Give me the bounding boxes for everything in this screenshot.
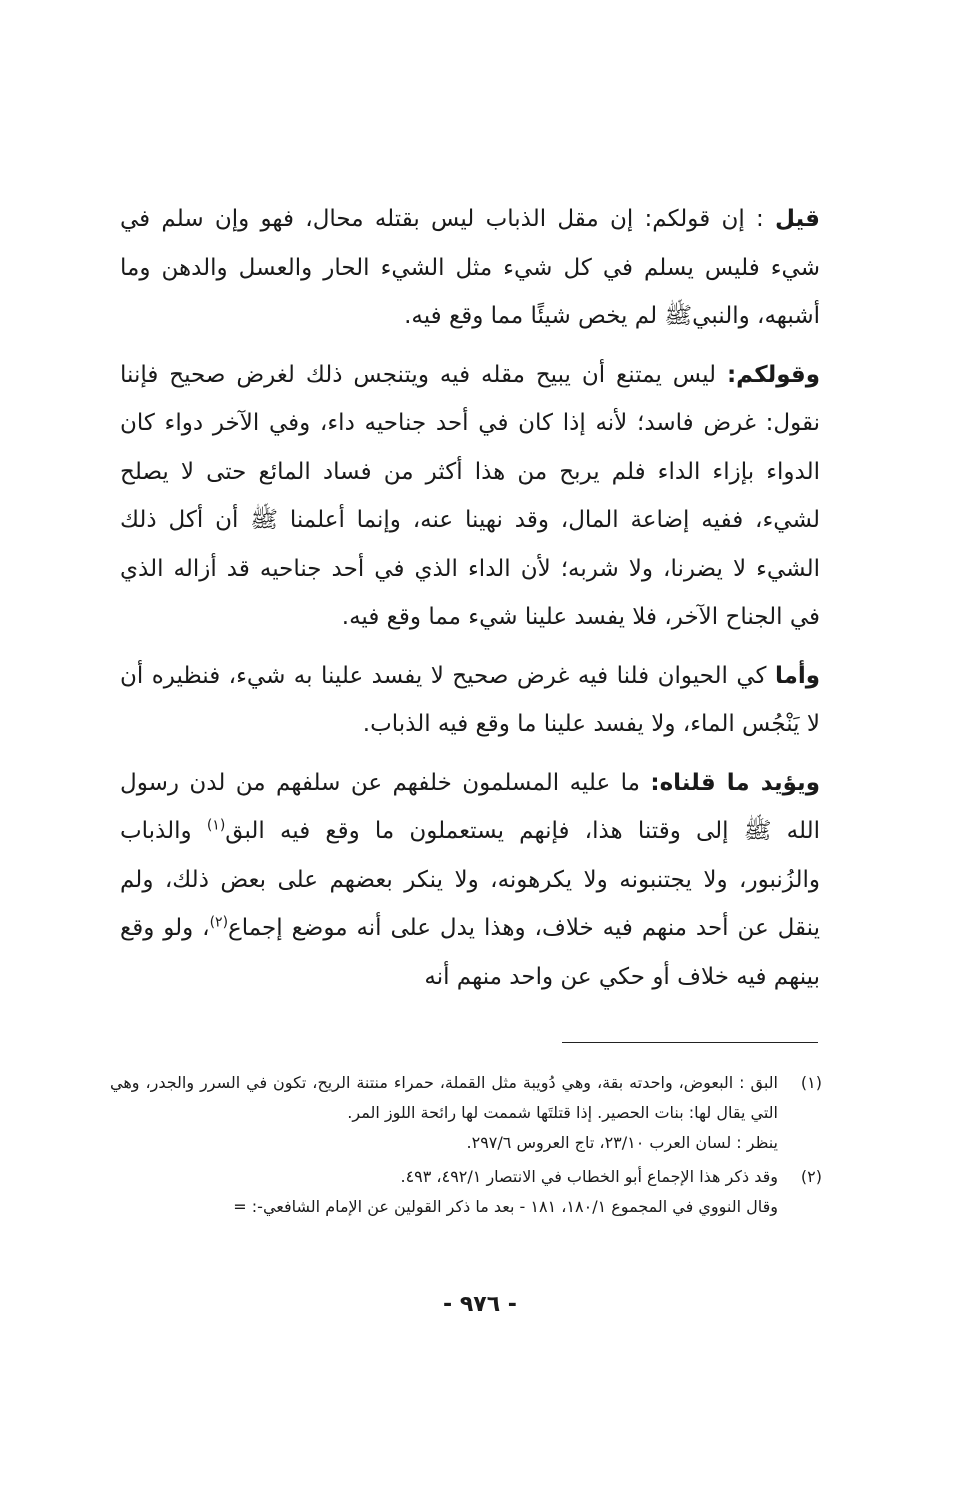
- paragraph-lead: ويؤيد ما قلناه:: [650, 769, 820, 796]
- footnote-ref-2[interactable]: (٢): [209, 914, 229, 931]
- paragraph-4: [120, 759, 820, 1002]
- paragraph-text: ما عليه المسلمون خلفهم عن سلفهم من لدن رسول الله ﷺ إلى وقتنا هذا، فإنهم يستعملون ما وقع فيه البق: [120, 769, 820, 844]
- paragraph-1: [120, 195, 820, 341]
- paragraph-text: ، ولو وقع بينهم فيه خلاف أو حكي عن واحد منهم أنه: [120, 915, 820, 990]
- paragraph-text: والذباب والزُنبور، ولا يجتنبونه ولا يكرهونه، ولا ينكر بعضهم على بعض ذلك، ولم ينقل عن أحد منهم فيه خلاف، وهذا يدل على أنه موضع إجماع: [120, 818, 820, 941]
- paragraph-3: [120, 652, 820, 749]
- footnote-1: [110, 1068, 822, 1158]
- main-text: [120, 195, 820, 1011]
- footnote-2: [110, 1162, 822, 1222]
- footnote-line: ينظر : لسان العرب ٢٣/١٠، تاج العروس ٢٩٧/٦.: [466, 1133, 778, 1152]
- footnote-ref-1[interactable]: (١): [206, 817, 226, 834]
- paragraph-text: كي الحيوان فلنا فيه غرض صحيح لا يفسد علينا به شيء، فنظيره أن لا يَنْجُس الماء، ولا يفسد علينا ما وقع فيه الذباب.: [120, 662, 820, 737]
- page-number: - ٩٧٦ -: [443, 1292, 517, 1317]
- paragraph-text: ليس يمتنع أن يبيح مقله فيه ويتنجس ذلك لغرض صحيح فإننا نقول: غرض فاسد؛ لأنه إذا كان في أحد جناحيه داء، وفي الآخر دواء كان الدواء بإزاء الداء فلم يربح من هذا أكثر من فساد المائع حتى لا يصلح لشيء، ففيه إضاعة المال، وقد نهينا عنه، وإنما أعلمنا ﷺ أن أكل ذلك الشيء لا يضرنا، ولا شربه؛ لأن الداء الذي في أحد جناحيه قد أزاله الذي في الجناح الآخر، فلا يفسد علينا شيء مما وقع فيه.: [120, 361, 820, 630]
- paragraph-lead: وأما: [774, 662, 820, 689]
- footnote-number: (١): [800, 1073, 822, 1092]
- paragraph-text: : إن قولكم: إن مقل الذباب ليس بقتله محال، فهو وإن سلم في شيء فليس يسلم في كل شيء مثل الشيء الحار والعسل والدهن وما أشبهه، والنبيﷺ لم يخص شيئًا مما وقع فيه.: [120, 206, 820, 329]
- paragraph-lead: وقولكم:: [726, 361, 820, 388]
- footnote-body: [110, 1068, 778, 1158]
- paragraph-lead: قيل: [775, 206, 820, 232]
- footnote-line: وقال النووي في المجموع ١٨٠/١، ١٨١ - بعد ما ذكر القولين عن الإمام الشافعي-: =: [233, 1197, 778, 1216]
- footnote-body: [110, 1162, 778, 1222]
- footnote-divider: [562, 1042, 818, 1043]
- footnote-number: (٢): [800, 1167, 822, 1186]
- footnotes: [110, 1068, 822, 1226]
- footnote-line: البق : البعوض، واحدته بقة، وهي دُويبة مثل القملة، حمراء منتنة الريح، تكون في السرر والجدر، وهي التي يقال لها: بنات الحصير. إذا قتلتَها شممت لها رائحة اللوز المر.: [110, 1073, 778, 1122]
- paragraph-2: [120, 351, 820, 642]
- footnote-line: وقد ذكر هذا الإجماع أبو الخطاب في الانتصار ٤٩٢/١، ٤٩٣.: [400, 1167, 778, 1186]
